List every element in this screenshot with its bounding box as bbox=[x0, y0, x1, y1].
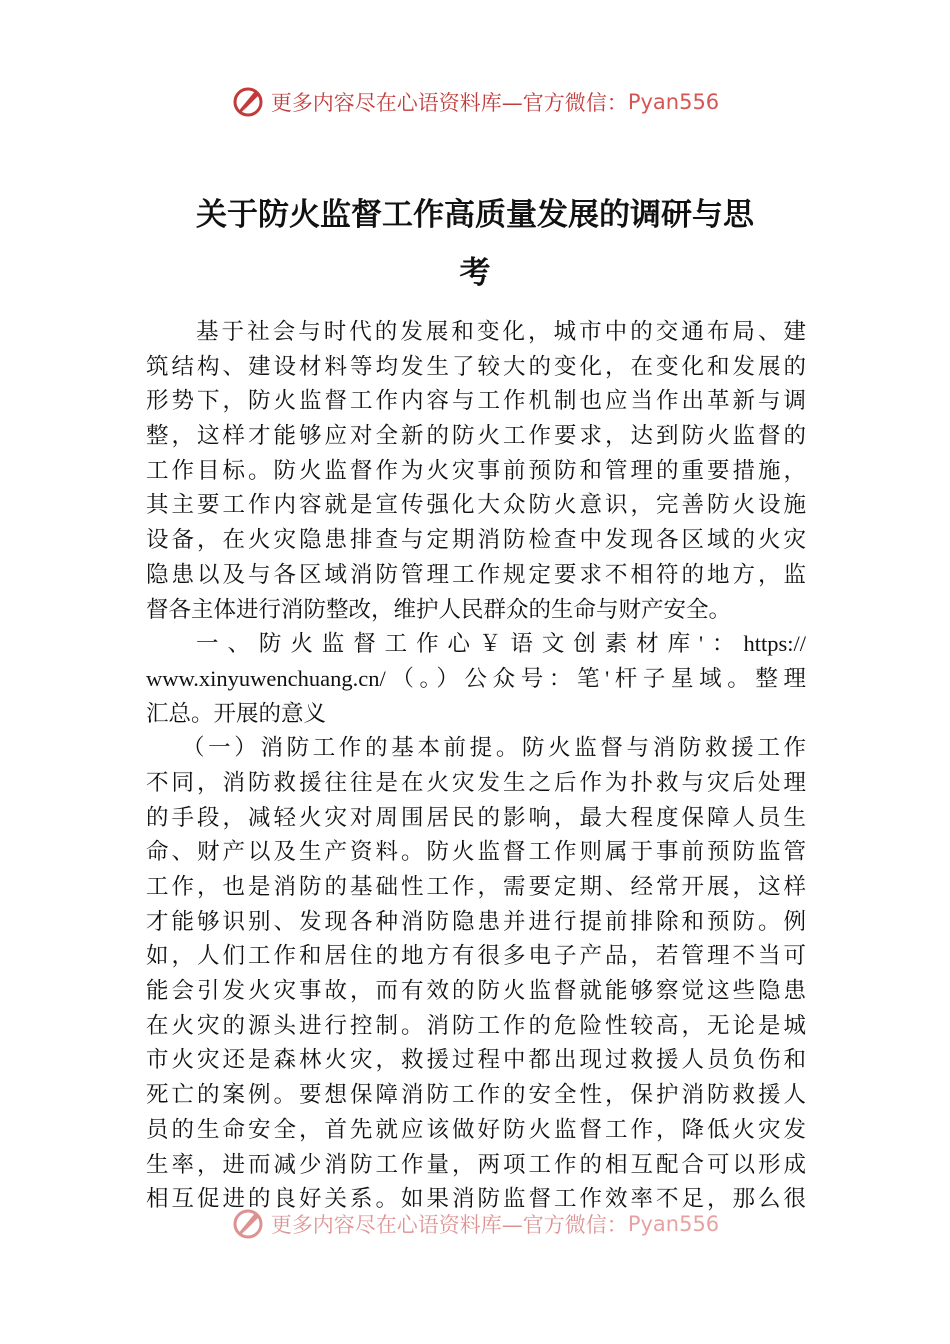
text-line: 汇总。开展的意义 bbox=[146, 700, 327, 727]
banner-wechat-id: Pyan556 bbox=[627, 90, 720, 114]
text-line: www.xinyuwenchuang.cn/（。）公众号：笔'杆子星域。整理 bbox=[146, 665, 806, 691]
document-title bbox=[145, 186, 805, 302]
section-heading bbox=[146, 627, 806, 731]
text-line: 设备，在火灾隐患排查与定期消防检查中发现各区域的火灾 bbox=[146, 527, 806, 554]
banner-wechat-id: Pyan556 bbox=[627, 1212, 720, 1236]
text-line: 在火灾的源头进行控制。消防工作的危险性较高，无论是城 bbox=[146, 1012, 806, 1039]
subsection-paragraph bbox=[146, 731, 806, 1217]
text-line: 如，人们工作和居住的地方有很多电子产品，若管理不当可 bbox=[146, 943, 806, 970]
text-line: 相互促进的良好关系。如果消防监督工作效率不足，那么很 bbox=[146, 1186, 806, 1213]
text-line: 一、防火监督工作心￥语文创素材库'：https:// bbox=[196, 631, 806, 657]
footer-watermark-banner bbox=[0, 1204, 950, 1244]
text-line: 督各主体进行消防整改，维护人民群众的生命与财产安全。 bbox=[146, 596, 732, 623]
intro-paragraph bbox=[146, 315, 806, 627]
text-line: 命、财产以及生产资料。防火监督工作则属于事前预防监管 bbox=[146, 839, 806, 866]
text-line: 筑结构、建设材料等均发生了较大的变化，在变化和发展的 bbox=[146, 353, 806, 380]
title-line: 考 bbox=[459, 255, 491, 291]
text-line: 工作，也是消防的基础性工作，需要定期、经常开展，这样 bbox=[146, 874, 806, 900]
text-line: 能会引发火灾事故，而有效的防火监督就能够察觉这些隐患 bbox=[146, 978, 806, 1005]
text-line: 形势下，防火监督工作内容与工作机制也应当作出革新与调 bbox=[146, 388, 806, 415]
quill-logo-icon bbox=[231, 85, 265, 119]
text-line: 死亡的案例。要想保障消防工作的安全性，保护消防救援人 bbox=[146, 1082, 806, 1109]
text-line: 员的生命安全，首先就应该做好防火监督工作，降低火灾发 bbox=[146, 1116, 806, 1143]
text-line: 才能够识别、发现各种消防隐患并进行提前排除和预防。例 bbox=[146, 908, 806, 935]
quill-logo-icon bbox=[231, 1207, 265, 1241]
text-line: 工作目标。防火监督作为火灾事前预防和管理的重要措施， bbox=[146, 457, 806, 484]
text-line: 不同，消防救援往往是在火灾发生之后作为扑救与灾后处理 bbox=[146, 769, 806, 796]
text-line: 整，这样才能够应对全新的防火工作要求，达到防火监督的 bbox=[146, 423, 806, 450]
text-line: 其主要工作内容就是宣传强化大众防火意识，完善防火设施 bbox=[146, 492, 806, 519]
banner-text: 更多内容尽在心语资料库—官方微信： bbox=[270, 1213, 628, 1237]
text-line: （一）消防工作的基本前提。防火监督与消防救援工作 bbox=[182, 735, 806, 762]
document-body bbox=[146, 315, 806, 1219]
header-watermark-banner bbox=[0, 82, 950, 122]
text-line: 市火灾还是森林火灾，救援过程中都出现过救援人员负伤和 bbox=[146, 1047, 806, 1074]
text-line: 基于社会与时代的发展和变化，城市中的交通布局、建 bbox=[196, 319, 806, 345]
text-line: 生率，进而减少消防工作量，两项工作的相互配合可以形成 bbox=[146, 1151, 806, 1178]
text-line: 隐患以及与各区域消防管理工作规定要求不相符的地方，监 bbox=[146, 561, 806, 588]
title-line: 关于防火监督工作高质量发展的调研与思 bbox=[196, 197, 754, 233]
text-line: 的手段，减轻火灾对周围居民的影响，最大程度保障人员生 bbox=[146, 804, 806, 831]
banner-text: 更多内容尽在心语资料库—官方微信： bbox=[270, 91, 628, 115]
